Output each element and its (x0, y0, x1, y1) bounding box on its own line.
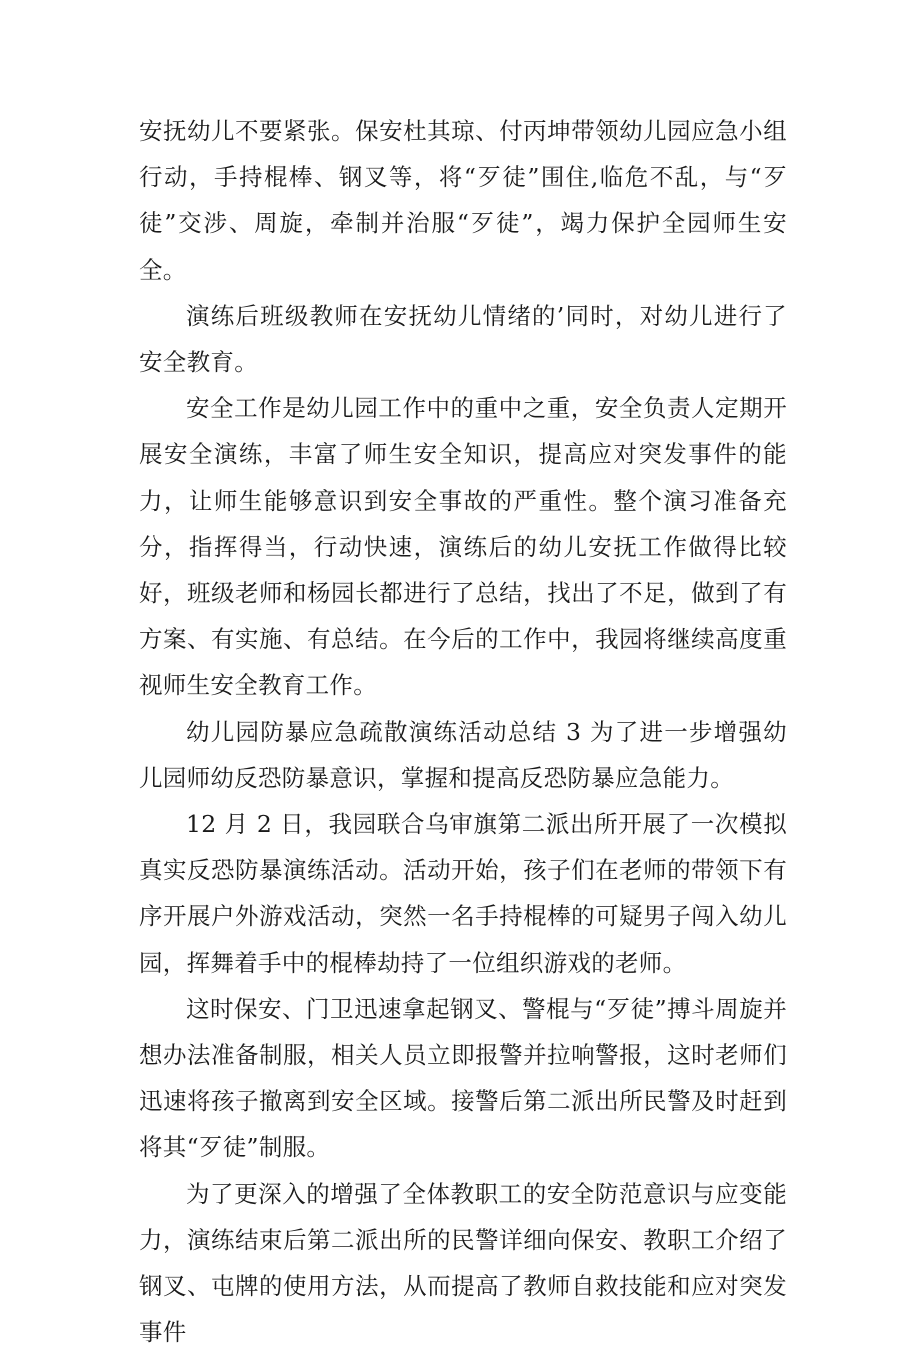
paragraph-3: 安全工作是幼儿园工作中的重中之重，安全负责人定期开展安全演练，丰富了师生安全知识，提高应对突发事件的能力，让师生能够意识到安全事故的严重性。整个演习准备充分，指挥得当，行动快速，演练后的幼儿安抚工作做得比较好，班级老师和杨园长都进行了总结，找出了不足，做到了有方案、有实施、有总结。在今后的工作中，我园将继续高度重视师生安全教育工作。 (139, 394, 787, 700)
document-page (139, 108, 787, 1355)
paragraph-1: 安抚幼儿不要紧张。保安杜其琼、付丙坤带领幼儿园应急小组行动，手持棍棒、钢叉等，将“歹徒”围住,临危不乱，与“歹徒”交涉、周旋，牵制并治服“歹徒”，竭力保护全园师生安全。 (139, 117, 787, 284)
paragraph-7: 为了更深入的增强了全体教职工的安全防范意识与应变能力，演练结束后第二派出所的民警详细向保安、教职工介绍了钢叉、屯牌的使用方法，从而提高了教师自救技能和应对突发事件 (139, 1179, 787, 1347)
paragraph-2: 演练后班级教师在安抚幼儿情绪的’同时，对幼儿进行了安全教育。 (139, 301, 787, 377)
paragraph-4: 幼儿园防暴应急疏散演练活动总结 3 为了进一步增强幼儿园师幼反恐防暴意识，掌握和提高反恐防暴应急能力。 (139, 717, 787, 792)
paragraph-5: 12 月 2 日，我园联合乌审旗第二派出所开展了一次模拟真实反恐防暴演练活动。活动开始，孩子们在老师的带领下有序开展户外游戏活动，突然一名手持棍棒的可疑男子闯入幼儿园，挥舞着手中的棍棒劫持了一位组织游戏的老师。 (139, 810, 787, 977)
paragraph-6: 这时保安、门卫迅速拿起钢叉、警棍与“歹徒”搏斗周旋并想办法准备制服，相关人员立即报警并拉响警报，这时老师们迅速将孩子撤离到安全区域。接警后第二派出所民警及时赶到将其“歹徒”制服。 (139, 994, 787, 1162)
